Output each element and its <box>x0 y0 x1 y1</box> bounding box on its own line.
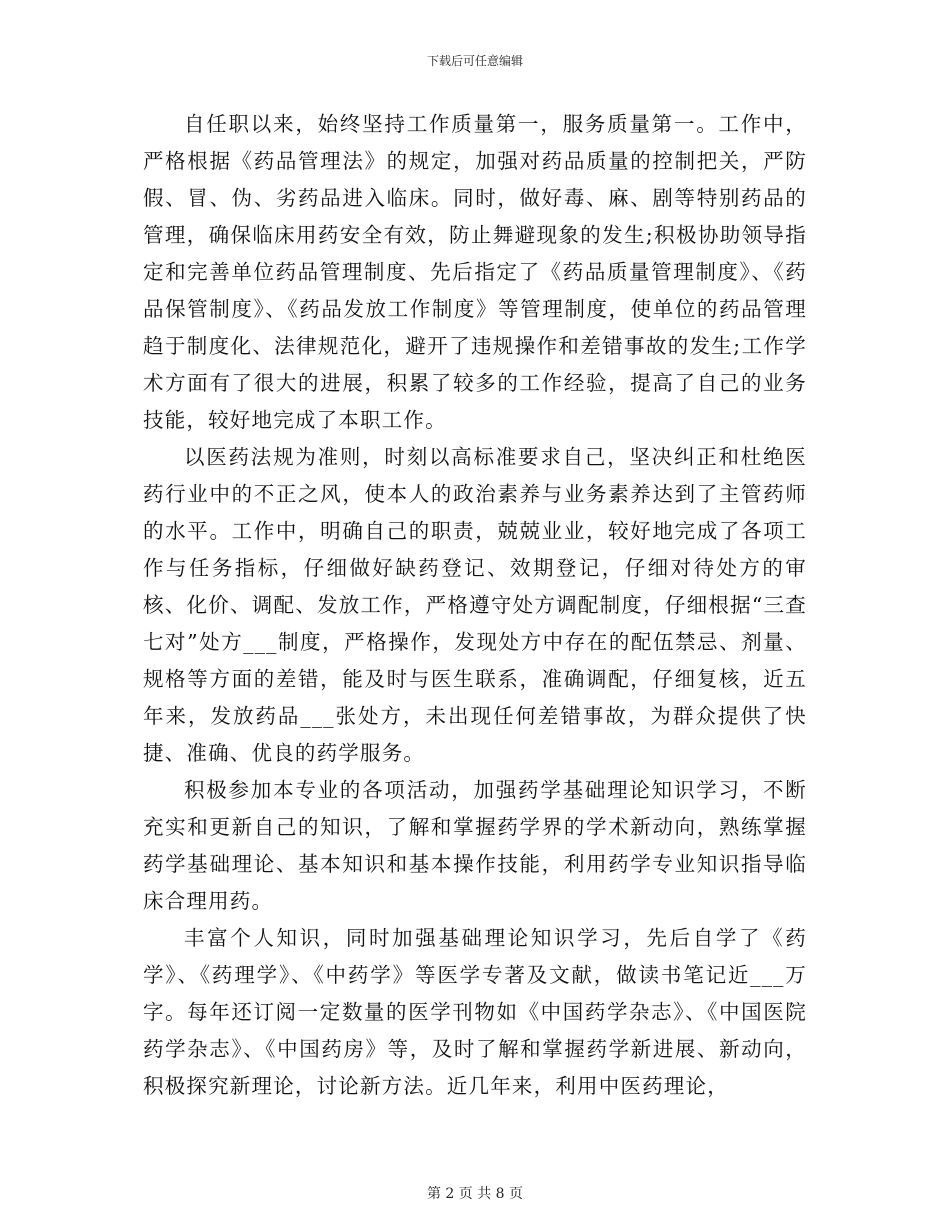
paragraph-3: 积极参加本专业的各项活动，加强药学基础理论知识学习，不断充实和更新自己的知识，了解和掌握药学界的学术新动向，熟练掌握药学基础理论、基本知识和基本操作技能，利用药学专业知识指导临床合理用药。 <box>143 778 807 913</box>
paragraph-4: 丰富个人知识，同时加强基础理论知识学习，先后自学了《药学》、《药理学》、《中药学》等医学专著及文献，做读书笔记近___万字。每年还订阅一定数量的医学刊物如《中国药学杂志》、《中国医院药学杂志》、《中国药房》等，及时了解和掌握药学新进展、新动向，积极探究新理论，讨论新方法。近几年来，利用中医药理论， <box>143 926 807 1098</box>
document-body <box>143 106 807 1105</box>
paragraph-2: 以医药法规为准则，时刻以高标准要求自己，坚决纠正和杜绝医药行业中的不正之风，使本人的政治素养与业务素养达到了主管药师的水平。工作中，明确自己的职责，兢兢业业，较好地完成了各项工作与任务指标，仔细做好缺药登记、效期登记，仔细对待处方的审核、化价、调配、发放工作，严格遵守处方调配制度，仔细根据“三查七对”处方___制度，严格操作，发现处方中存在的配伍禁忌、剂量、规格等方面的差错，能及时与医生联系，准确调配，仔细复核，近五年来，发放药品___张处方，未出现任何差错事故，为群众提供了快捷、准确、优良的药学服务。 <box>143 445 807 765</box>
page-number: 第 2 页 共 8 页 <box>426 1186 524 1202</box>
paragraph-1: 自任职以来，始终坚持工作质量第一，服务质量第一。工作中，严格根据《药品管理法》的规定，加强对药品质量的控制把关，严防假、冒、伪、劣药品进入临床。同时，做好毒、麻、剧等特别药品的管理，确保临床用药安全有效，防止舞避现象的发生;积极协助领导指定和完善单位药品管理制度、先后指定了《药品质量管理制度》、《药品保管制度》、《药品发放工作制度》等管理制度，使单位的药品管理趋于制度化、法律规范化，避开了违规操作和差错事故的发生;工作学术方面有了很大的进展，积累了较多的工作经验，提高了自己的业务技能，较好地完成了本职工作。 <box>143 112 807 432</box>
page-header-note: 下载后可任意编辑 <box>426 54 523 68</box>
